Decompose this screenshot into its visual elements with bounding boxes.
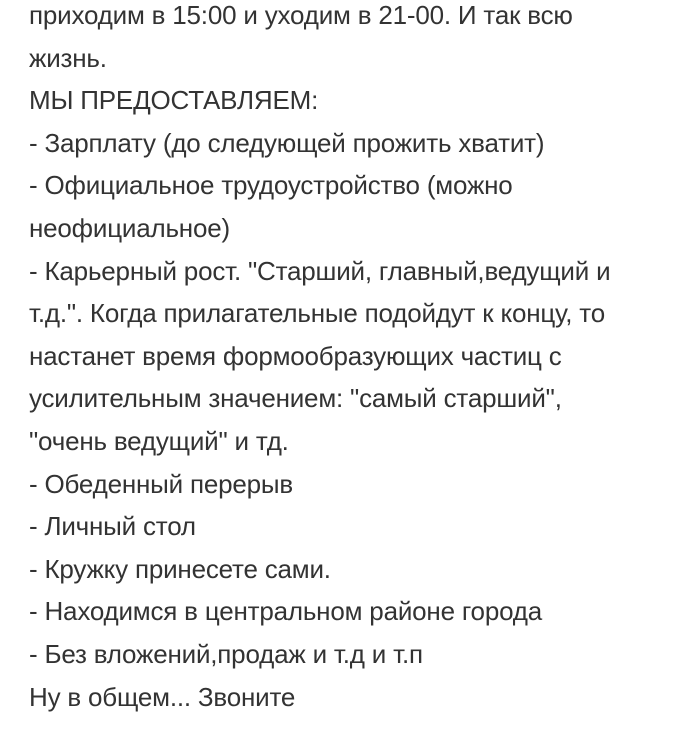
list-item-continuation: неофициальное) xyxy=(29,212,230,243)
list-item-continuation: "очень ведущий" и тд. xyxy=(29,425,289,456)
list-item: - Зарплату (до следующей прожить хватит) xyxy=(29,127,545,158)
list-item: - Находимся в центральном районе города xyxy=(29,596,542,627)
list-item: - Кружку принесете сами. xyxy=(29,553,331,584)
post-text xyxy=(29,0,689,718)
list-item: - Обеденный перерыв xyxy=(29,468,293,499)
list-item-continuation: т.д.". Когда прилагательные подойдут к концу, то xyxy=(29,298,605,329)
list-item-continuation: усилительным значением: "самый старший", xyxy=(29,383,562,414)
list-item: - Личный стол xyxy=(29,511,196,542)
list-item: - Официальное трудоустройство (можно xyxy=(29,170,513,201)
text-line: МЫ ПРЕДОСТАВЛЯЕМ: xyxy=(29,85,319,116)
list-item: - Карьерный рост. "Старший, главный,ведущий и xyxy=(29,255,611,286)
list-item-continuation: настанет время формообразующих частиц с xyxy=(29,340,562,371)
text-line: жизнь. xyxy=(29,42,107,73)
text-line: приходим в 15:00 и уходим в 21-00. И так всю xyxy=(29,0,573,30)
list-item: - Без вложений,продаж и т.д и т.п xyxy=(29,638,423,669)
text-line: Ну в общем... Звоните xyxy=(29,681,296,712)
